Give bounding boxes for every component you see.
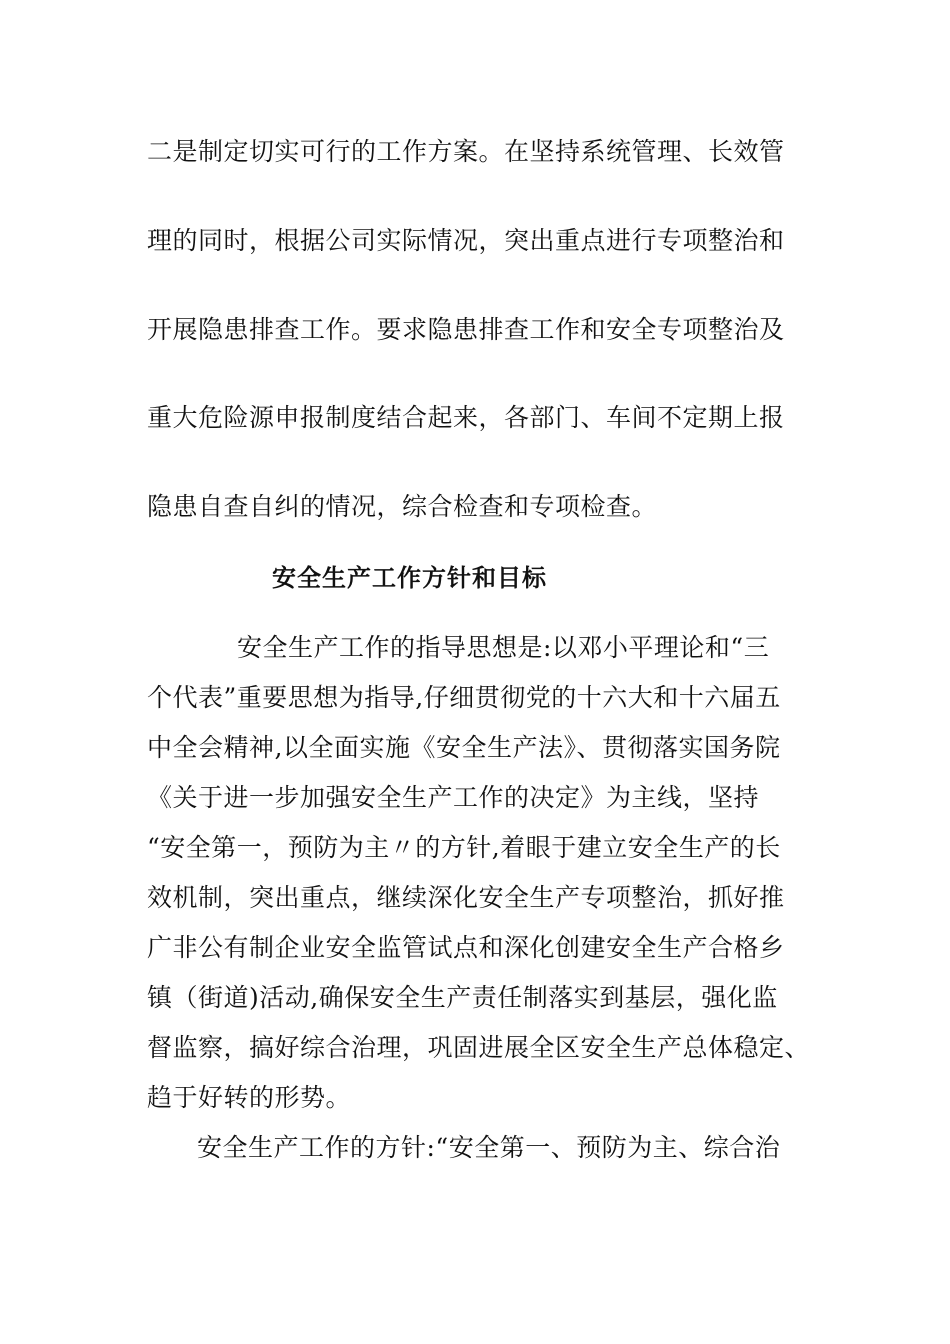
paragraph-line: 安全生产工作的指导思想是:以邓小平理论和“三 <box>237 633 770 662</box>
paragraph-line: 理的同时，根据公司实际情况，突出重点进行专项整治和 <box>147 226 785 255</box>
paragraph-line: 《关于进一步加强安全生产工作的决定》为主线，坚持 <box>147 783 760 812</box>
paragraph-line: “安全第一，预防为主〃的方针,着眼于建立安全生产的长 <box>147 833 781 862</box>
paragraph-line: 开展隐患排查工作。要求隐患排查工作和安全专项整治及 <box>147 315 785 344</box>
paragraph-line: 安全生产工作的方针:“安全第一、预防为主、综合治 <box>197 1133 781 1162</box>
paragraph-line: 重大危险源申报制度结合起来，各部门、车间不定期上报 <box>147 403 785 432</box>
paragraph-line: 效机制，突出重点，继续深化安全生产专项整治，抓好推 <box>147 883 785 912</box>
paragraph-line: 镇（街道)活动,确保安全生产责任制落实到基层，强化监 <box>147 983 778 1012</box>
paragraph-line: 督监察，搞好综合治理，巩固进展全区安全生产总体稳定、 <box>147 1033 811 1062</box>
paragraph-line: 个代表”重要思想为指导,仔细贯彻党的十六大和十六届五 <box>147 683 781 712</box>
paragraph-line: 趋于好转的形势。 <box>147 1083 352 1112</box>
paragraph-line: 二是制定切实可行的工作方案。在坚持系统管理、长效管 <box>147 137 785 166</box>
section-heading: 安全生产工作方针和目标 <box>272 564 547 592</box>
paragraph-line: 中全会精神,以全面实施《安全生产法》、贯彻落实国务院 <box>147 733 781 762</box>
paragraph-line: 隐患自查自纠的情况，综合检查和专项检查。 <box>147 492 658 521</box>
paragraph-line: 广非公有制企业安全监管试点和深化创建安全生产合格乡 <box>147 933 785 962</box>
